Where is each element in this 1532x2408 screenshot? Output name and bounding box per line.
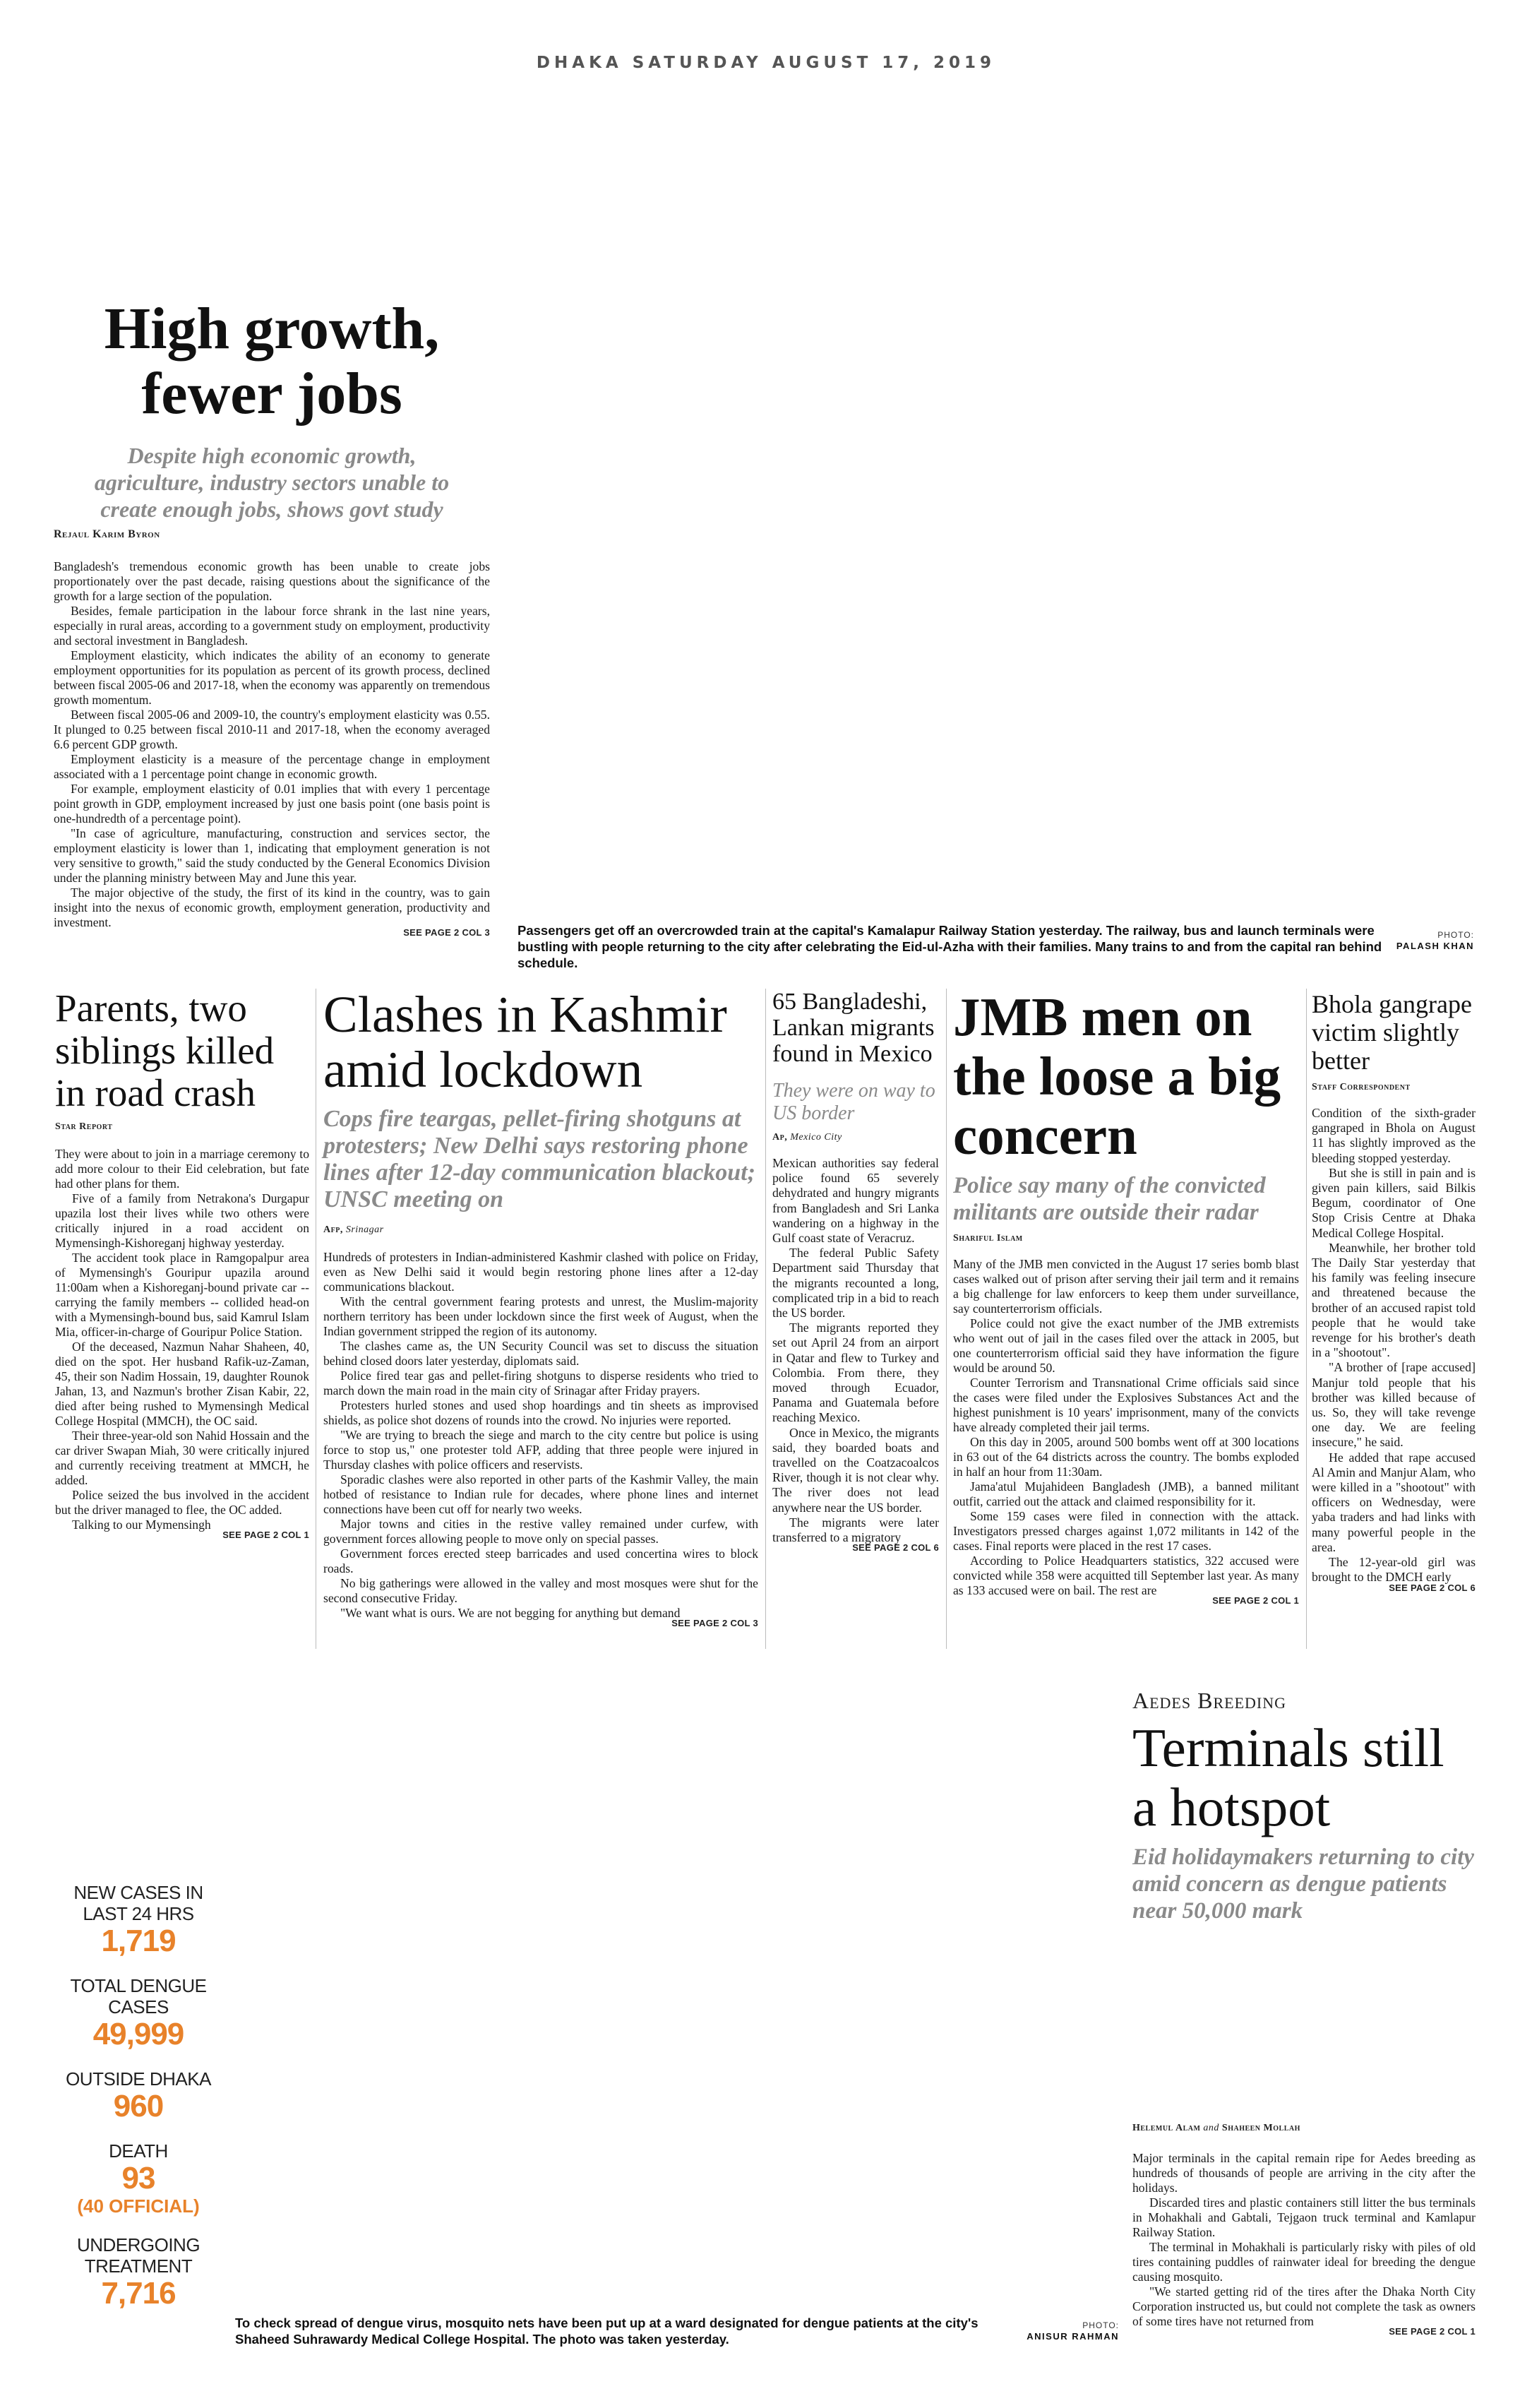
aedes-paragraph: "We started getting rid of the tires after the Dhaka North City Corporation instructed us, but could not complete the task as owners of some tires have not returned from xyxy=(1132,2284,1476,2328)
jmb-paragraph: Police could not give the exact number of the JMB extremists who went out of jail in the cases filed over the attack in 2005, but one counterterrorism official said they have information the figure would be around 50. xyxy=(953,1316,1299,1375)
train-photo-credit-name: PALASH KHAN xyxy=(1396,941,1474,951)
jmb-paragraph: Counter Terrorism and Transnational Crime officials said since the cases were filed under the Explosives Substances Act and the highest punishment is 10 years' imprisonment, many of the convicts have already completed their jail terms. xyxy=(953,1376,1299,1434)
jmb-see-page: SEE PAGE 2 COL 1 xyxy=(1212,1595,1299,1606)
parents-paragraph: The accident took place in Ramgopalpur area of Mymensingh's Gouripur upazila around 11:00am when a Kishoreganj-bound private car -- carrying the family members -- collided head-on with a Mymensingh-bound bus, said Kamrul Islam Mia, officer-in-charge of Gouripur Police Station. xyxy=(55,1251,309,1339)
train-photo-caption: Passengers get off an overcrowded train at the capital's Kamalapur Railway Station yesterday. The railway, bus and launch terminals were bustling with people returning to the city after celebrating the Eid-ul-Azha with their families. Many trains to and from the capital ran behind schedule. xyxy=(517,923,1382,970)
mexico-paragraph: Once in Mexico, the migrants said, they boarded boats and travelled on the Coatzacoalcos River, though it is not clear why. The river does not lead anywhere near the US border. xyxy=(772,1425,939,1515)
dengue-stat-value: 49,999 xyxy=(92,2017,184,2051)
kashmir-headline: Clashes in Kashmir amid lockdown xyxy=(323,986,727,1098)
train-photo-credit-label: PHOTO: xyxy=(1437,930,1474,940)
dengue-stat-label: NEW CASES IN LAST 24 HRS xyxy=(73,1882,203,1924)
growth-byline: Rejaul Karim Byron xyxy=(54,528,160,540)
bhola-byline: Staff Correspondent xyxy=(1312,1082,1411,1092)
aedes-byline-and: and xyxy=(1203,2123,1219,2133)
mexico-byline-place: Mexico City xyxy=(790,1132,842,1143)
jmb-paragraph: On this day in 2005, around 500 bombs went off at 300 locations in 63 out of the 64 districts across the country. The bombs exploded in half an hour from 11:30am. xyxy=(953,1435,1299,1479)
mosquito-photo-credit xyxy=(1017,2320,1119,2342)
jmb-paragraph: Many of the JMB men convicted in the August 17 series bomb blast cases walked out of prison after serving their jail term and it remains a big challenge for law enforcers to keep them under surveillance, say counterterrorism officials. xyxy=(953,1257,1299,1316)
growth-paragraph: Between fiscal 2005-06 and 2009-10, the country's employment elasticity was 0.55. It plunged to 0.25 between fiscal 2010-11 and 2017-18, when the economy averaged 6.6 percent GDP growth. xyxy=(54,708,490,751)
dengue-stat xyxy=(61,2068,216,2123)
dengue-stat xyxy=(61,2140,216,2217)
bhola-paragraph: But she is still in pain and is given pain killers, said Bilkis Begum, coordinator of One Stop Crisis Centre at Dhaka Medical College Hospital. xyxy=(1312,1165,1476,1240)
aedes-body xyxy=(1132,2151,1476,2329)
growth-headline xyxy=(54,297,490,427)
jmb-story xyxy=(953,987,1299,1606)
dengue-stat-value: 960 xyxy=(113,2089,164,2123)
dengue-stats xyxy=(61,1882,216,2327)
mexico-paragraph: The federal Public Safety Department said Thursday that the migrants recounted a long, complicated trip in a bid to reach the US border. xyxy=(772,1246,939,1321)
kashmir-story xyxy=(323,987,758,1628)
bhola-see-page: SEE PAGE 2 COL 6 xyxy=(1389,1582,1476,1593)
bhola-paragraph: "A brother of [rape accused] Manjur told people that his brother was killed because of us. So, they will take revenge one day. We are feeling insecure," he said. xyxy=(1312,1360,1476,1450)
kashmir-paragraph: "We are trying to breach the siege and march to the city centre but police is using force to stop us," one protester told AFP, adding that three people were injured in Thursday clashes with police officers and reservists. xyxy=(323,1428,758,1472)
kashmir-paragraph: Sporadic clashes were also reported in other parts of the Kashmir Valley, the main hotbed of resistance to Indian rule for decades, where phone lines and internet connections have been cut off for nearly two weeks. xyxy=(323,1472,758,1516)
aedes-paragraph: Discarded tires and plastic containers still litter the bus terminals in Mohakhali and Gabtali, Tejgaon truck terminal and Kamlapur Railway Station. xyxy=(1132,2195,1476,2239)
parents-paragraph: Of the deceased, Nazmun Nahar Shaheen, 40, died on the spot. Her husband Rafik-uz-Zaman, 45, their son Nadim Hossain, 19, daughter Rounok Jahan, 13, and Nazmun's brother Zisan Kabir, 22, died after being rushed to Mymensingh Medical College Hospital (MMCH), the OC said. xyxy=(55,1340,309,1428)
growth-headline-line-2: fewer jobs xyxy=(141,361,402,427)
mexico-subhead: They were on way to US border xyxy=(772,1080,935,1124)
parents-paragraph: Talking to our Mymensingh xyxy=(72,1518,211,1532)
aedes-paragraph: The terminal in Mohakhali is particularly risky with piles of old tires containing puddles of rainwater ideal for breeding the dengue causing mosquito. xyxy=(1132,2240,1476,2284)
growth-headline-line-1: High growth, xyxy=(104,296,440,362)
mexico-body xyxy=(772,1156,939,1545)
jmb-paragraph: Some 159 cases were filed in connection with the attack. Investigators pressed charges against 1,072 militants in 142 of the cases. Final reports were placed in the rest 17 cases. xyxy=(953,1509,1299,1553)
kashmir-body xyxy=(323,1250,758,1621)
mosquito-photo-credit-name: ANISUR RAHMAN xyxy=(1027,2331,1119,2342)
column-rule xyxy=(1306,989,1307,1649)
mosquito-photo-credit-label: PHOTO: xyxy=(1082,2320,1119,2330)
kashmir-paragraph: The clashes came as, the UN Security Council was set to discuss the situation behind closed doors later yesterday, diplomats said. xyxy=(323,1339,758,1368)
aedes-body-block xyxy=(1132,2123,1476,2337)
jmb-headline: JMB men on the loose a big concern xyxy=(953,987,1281,1166)
growth-body xyxy=(54,559,490,930)
dengue-stat-label: UNDERGOING TREATMENT xyxy=(76,2234,201,2277)
mexico-paragraph: The migrants were later transferred to a migratory xyxy=(772,1515,939,1545)
dengue-stat xyxy=(61,1882,216,1958)
parents-paragraph: Their three-year-old son Nahid Hossain and the car driver Swapan Miah, 30 were critically injured and currently receiving treatment at MMCH, he added. xyxy=(55,1429,309,1487)
aedes-byline-author-2: Shaheen Mollah xyxy=(1221,2123,1300,2133)
dengue-stat-label: OUTSIDE DHAKA xyxy=(66,2068,211,2090)
dengue-stat-label: TOTAL DENGUE CASES xyxy=(70,1975,207,2017)
growth-paragraph: Employment elasticity is a measure of the percentage change in employment associated with a 1 percentage point change in economic growth. xyxy=(54,752,490,781)
growth-see-page: SEE PAGE 2 COL 3 xyxy=(403,927,490,938)
bhola-paragraph: Meanwhile, her brother told The Daily Star yesterday that his family was feeling insecure and threatened because the brother of an accused rapist told people that he would take revenge for his brother's death in a "shootout". xyxy=(1312,1240,1476,1360)
kashmir-paragraph: No big gatherings were allowed in the valley and most mosques were shut for the second consecutive Friday. xyxy=(323,1576,758,1605)
bhola-headline: Bhola gangrape victim slightly better xyxy=(1312,990,1472,1075)
mexico-see-page: SEE PAGE 2 COL 6 xyxy=(852,1542,939,1554)
aedes-byline xyxy=(1132,2123,1476,2134)
kashmir-subhead: Cops fire teargas, pellet-firing shotguns at protesters; New Delhi says restoring phone lines after 12-day communication blackout; UNSC meeting on xyxy=(323,1106,755,1212)
jmb-byline: Shariful Islam xyxy=(953,1233,1023,1244)
jmb-subhead: Police say many of the convicted militants are outside their radar xyxy=(953,1173,1266,1225)
column-rule xyxy=(765,989,766,1649)
growth-story xyxy=(54,297,490,938)
kashmir-paragraph: Major towns and cities in the restive valley remained under curfew, with government forces allowing people to move only on special passes. xyxy=(323,1517,758,1546)
aedes-kicker: Aedes Breeding xyxy=(1132,1688,1286,1713)
growth-paragraph: For example, employment elasticity of 0.01 implies that with every 1 percentage point growth in GDP, employment increased by just one basis point (one basis point is one-hundredth of a percentage point). xyxy=(54,782,490,825)
dengue-stat xyxy=(61,1975,216,2051)
dengue-stat-note: (40 OFFICIAL) xyxy=(77,2195,200,2217)
train-photo xyxy=(515,92,1476,917)
parents-see-page: SEE PAGE 2 COL 1 xyxy=(222,1530,309,1540)
jmb-paragraph: According to Police Headquarters statistics, 322 accused were convicted while 358 were acquitted till September last year. As many as 133 accused were on bail. The rest are xyxy=(953,1554,1299,1597)
mosquito-photo xyxy=(233,1691,1119,2306)
parents-paragraph: Police seized the bus involved in the accident but the driver managed to flee, the OC added. xyxy=(55,1488,309,1517)
mexico-byline-agency: Ap, xyxy=(772,1132,788,1143)
dengue-stat xyxy=(61,2234,216,2311)
mexico-headline: 65 Bangladeshi, Lankan migrants found in Mexico xyxy=(772,989,935,1067)
dateline: DHAKA SATURDAY AUGUST 17, 2019 xyxy=(536,54,996,72)
aedes-paragraph: Major terminals in the capital remain ripe for Aedes breeding as hundreds of thousands of people are arriving in the city after the holidays. xyxy=(1132,2151,1476,2195)
kashmir-paragraph: With the central government fearing protests and unrest, the Muslim-majority northern territory has been under lockdown since the first week of August, when the Indian government stripped the region of its autonomy. xyxy=(323,1294,758,1338)
bhola-paragraph: Condition of the sixth-grader gangraped in Bhola on August 11 has slightly improved as the bleeding stopped yesterday. xyxy=(1312,1106,1476,1165)
parents-paragraph: Five of a family from Netrakona's Durgapur upazila lost their lives while two others were critically injured in a road accident on Mymensingh-Kishoreganj highway yesterday. xyxy=(55,1191,309,1250)
parents-headline: Parents, two siblings killed in road crash xyxy=(55,987,275,1114)
column-rule xyxy=(946,989,947,1649)
bhola-story xyxy=(1312,990,1476,1593)
dengue-stat-label: DEATH xyxy=(109,2140,168,2162)
jmb-paragraph: Jama'atul Mujahideen Bangladesh (JMB), a banned militant outfit, carried out the attack and claimed responsibility for it. xyxy=(953,1479,1299,1508)
mexico-paragraph: Mexican authorities say federal police found 65 severely dehydrated and hungry migrants from Bangladesh and Sri Lanka wandering on a highway in the Gulf coast state of Veracruz. xyxy=(772,1156,939,1246)
parents-body xyxy=(55,1147,309,1532)
bhola-paragraph: The 12-year-old girl was brought to the DMCH early xyxy=(1312,1555,1476,1585)
jmb-body xyxy=(953,1257,1299,1598)
kashmir-see-page: SEE PAGE 2 COL 3 xyxy=(671,1618,758,1628)
parents-byline: Star Report xyxy=(55,1121,113,1132)
kashmir-paragraph: "We want what is ours. We are not begging for anything but demand xyxy=(340,1606,681,1620)
mosquito-photo-caption: To check spread of dengue virus, mosquito nets have been put up at a ward designated for dengue patients at the city's Shaheed Suhrawardy Medical College Hospital. The photo was taken yesterday. xyxy=(235,2315,979,2347)
aedes-subhead: Eid holidaymakers returning to city amid concern as dengue patients near 50,000 mark xyxy=(1132,1844,1475,1924)
aedes-story xyxy=(1132,1688,1476,1924)
kashmir-byline-agency: Afp, xyxy=(323,1224,343,1235)
growth-paragraph: Besides, female participation in the labour force shrank in the last nine years, especially in rural areas, according to a government study on employment, productivity and sectoral investment in Bangladesh. xyxy=(54,604,490,648)
parents-paragraph: They were about to join in a marriage ceremony to add more colour to their Eid celebration, but fate had other plans for them. xyxy=(55,1147,309,1191)
bhola-body xyxy=(1312,1106,1476,1585)
growth-paragraph: The major objective of the study, the first of its kind in the country, was to gain insight into the nexus of economic growth, employment generation, productivity and investment. xyxy=(54,886,490,929)
growth-paragraph: "In case of agriculture, manufacturing, construction and services sector, the employment elasticity is lower than 1, indicating that employment generation is not very sensitive to growth," said the study conducted by the General Economics Division under the planning ministry between May and June this year. xyxy=(54,826,490,885)
bhola-paragraph: He added that rape accused Al Amin and Manjur Alam, who were killed in a "shootout" with officers on Wednesday, were yaba traders and had links with many powerful people in the area. xyxy=(1312,1450,1476,1554)
train-photo-credit xyxy=(1384,929,1474,952)
aedes-headline: Terminals still a hotspot xyxy=(1132,1717,1444,1837)
mexico-paragraph: The migrants reported they set out April 24 from an airport in Qatar and flew to Turkey and Colombia. From there, they moved through Ecuador, Panama and Guatemala before reaching Mexico. xyxy=(772,1321,939,1425)
dengue-stat-value: 7,716 xyxy=(101,2276,176,2311)
kashmir-paragraph: Hundreds of protesters in Indian-administered Kashmir clashed with police on Friday, even as New Delhi said it would begin restoring phone lines after a 12-day communications blackout. xyxy=(323,1250,758,1294)
aedes-see-page: SEE PAGE 2 COL 1 xyxy=(1389,2326,1476,2337)
parents-story xyxy=(55,987,309,1540)
growth-paragraph: Bangladesh's tremendous economic growth has been unable to create jobs proportionately over the past decade, raising questions about the significance of the growth for a large section of the population. xyxy=(54,559,490,603)
kashmir-paragraph: Government forces erected steep barricades and used concertina wires to block roads. xyxy=(323,1546,758,1575)
growth-subhead: Despite high economic growth, agriculture, industry sectors unable to create enough jobs, shows govt study xyxy=(94,443,450,522)
growth-paragraph: Employment elasticity, which indicates the ability of an economy to generate employment opportunities for its population as percent of its growth process, declined between fiscal 2005-06 and 2017-18, when the economy was apparently on tremendous growth momentum. xyxy=(54,648,490,707)
kashmir-paragraph: Protesters hurled stones and used shop hoardings and tin sheets as improvised shields, as police shot dozens of rounds into the crowd. No injuries were reported. xyxy=(323,1398,758,1427)
aedes-byline-author-1: Helemul Alam xyxy=(1132,2123,1201,2133)
mexico-story xyxy=(772,989,939,1553)
kashmir-byline xyxy=(323,1224,758,1236)
mexico-byline xyxy=(772,1132,939,1143)
kashmir-paragraph: Police fired tear gas and pellet-firing shotguns to disperse residents who tried to march down the main road in the main city of Srinagar after Friday prayers. xyxy=(323,1369,758,1397)
kashmir-byline-place: Srinagar xyxy=(345,1224,384,1235)
dengue-stat-value: 93 xyxy=(121,2161,155,2195)
dengue-stat-value: 1,719 xyxy=(101,1924,176,1958)
